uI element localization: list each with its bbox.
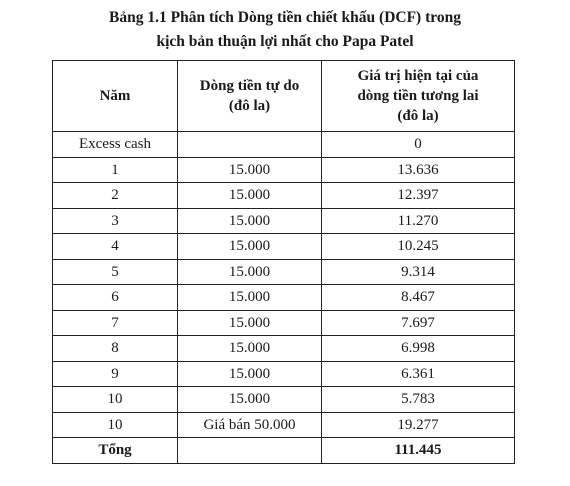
cell-cash-flow: 15.000 — [178, 310, 322, 336]
table-row — [53, 412, 515, 438]
table-row — [53, 157, 515, 183]
cell-present-value: 12.397 — [322, 183, 515, 209]
header-free-cash-flow-line-1: Dòng tiền tự do — [199, 78, 300, 94]
cell-year: Excess cash — [53, 132, 178, 158]
total-cash-flow — [178, 438, 322, 464]
cell-year: 2 — [53, 183, 178, 209]
cell-present-value: 8.467 — [322, 285, 515, 311]
cell-year: 6 — [53, 285, 178, 311]
header-free-cash-flow — [178, 61, 322, 132]
table-row — [53, 336, 515, 362]
cell-year: 9 — [53, 361, 178, 387]
caption-line-1: Bảng 1.1 Phân tích Dòng tiền chiết khấu (DCF) trong — [109, 9, 461, 26]
cell-year: 4 — [53, 234, 178, 260]
table-row — [53, 285, 515, 311]
header-free-cash-flow-line-2: (đô la) — [228, 98, 271, 114]
table-row — [53, 361, 515, 387]
cell-cash-flow — [178, 132, 322, 158]
table-row — [53, 183, 515, 209]
total-label: Tổng — [53, 438, 178, 464]
table-row — [53, 310, 515, 336]
cell-present-value: 7.697 — [322, 310, 515, 336]
cell-year: 1 — [53, 157, 178, 183]
cell-present-value: 6.361 — [322, 361, 515, 387]
header-present-value — [322, 61, 515, 132]
cell-cash-flow: 15.000 — [178, 361, 322, 387]
cell-cash-flow: Giá bán 50.000 — [178, 412, 322, 438]
cell-cash-flow: 15.000 — [178, 336, 322, 362]
cell-cash-flow: 15.000 — [178, 387, 322, 413]
dcf-table — [52, 60, 515, 464]
table-row — [53, 234, 515, 260]
cell-present-value: 5.783 — [322, 387, 515, 413]
cell-year: 10 — [53, 387, 178, 413]
cell-present-value: 9.314 — [322, 259, 515, 285]
cell-year: 5 — [53, 259, 178, 285]
table-caption — [0, 6, 570, 54]
cell-year: 7 — [53, 310, 178, 336]
caption-line-2: kịch bản thuận lợi nhất cho Papa Patel — [156, 33, 414, 50]
cell-present-value: 0 — [322, 132, 515, 158]
cell-year: 8 — [53, 336, 178, 362]
cell-present-value: 6.998 — [322, 336, 515, 362]
cell-year: 3 — [53, 208, 178, 234]
cell-cash-flow: 15.000 — [178, 183, 322, 209]
cell-year: 10 — [53, 412, 178, 438]
header-present-value-line-3: (đô la) — [397, 108, 439, 124]
cell-present-value: 10.245 — [322, 234, 515, 260]
table-row — [53, 208, 515, 234]
header-present-value-line-2: dòng tiền tương lai — [357, 88, 479, 104]
table-row — [53, 132, 515, 158]
header-year — [53, 61, 178, 132]
header-year-label: Năm — [99, 88, 131, 104]
table-row — [53, 387, 515, 413]
cell-cash-flow: 15.000 — [178, 157, 322, 183]
cell-cash-flow: 15.000 — [178, 259, 322, 285]
table-header-row — [53, 61, 515, 132]
cell-cash-flow: 15.000 — [178, 234, 322, 260]
header-present-value-line-1: Giá trị hiện tại của — [357, 68, 479, 84]
table-row — [53, 259, 515, 285]
cell-present-value: 11.270 — [322, 208, 515, 234]
total-present-value: 111.445 — [322, 438, 515, 464]
cell-present-value: 19.277 — [322, 412, 515, 438]
table-total-row — [53, 438, 515, 464]
cell-cash-flow: 15.000 — [178, 285, 322, 311]
cell-present-value: 13.636 — [322, 157, 515, 183]
cell-cash-flow: 15.000 — [178, 208, 322, 234]
